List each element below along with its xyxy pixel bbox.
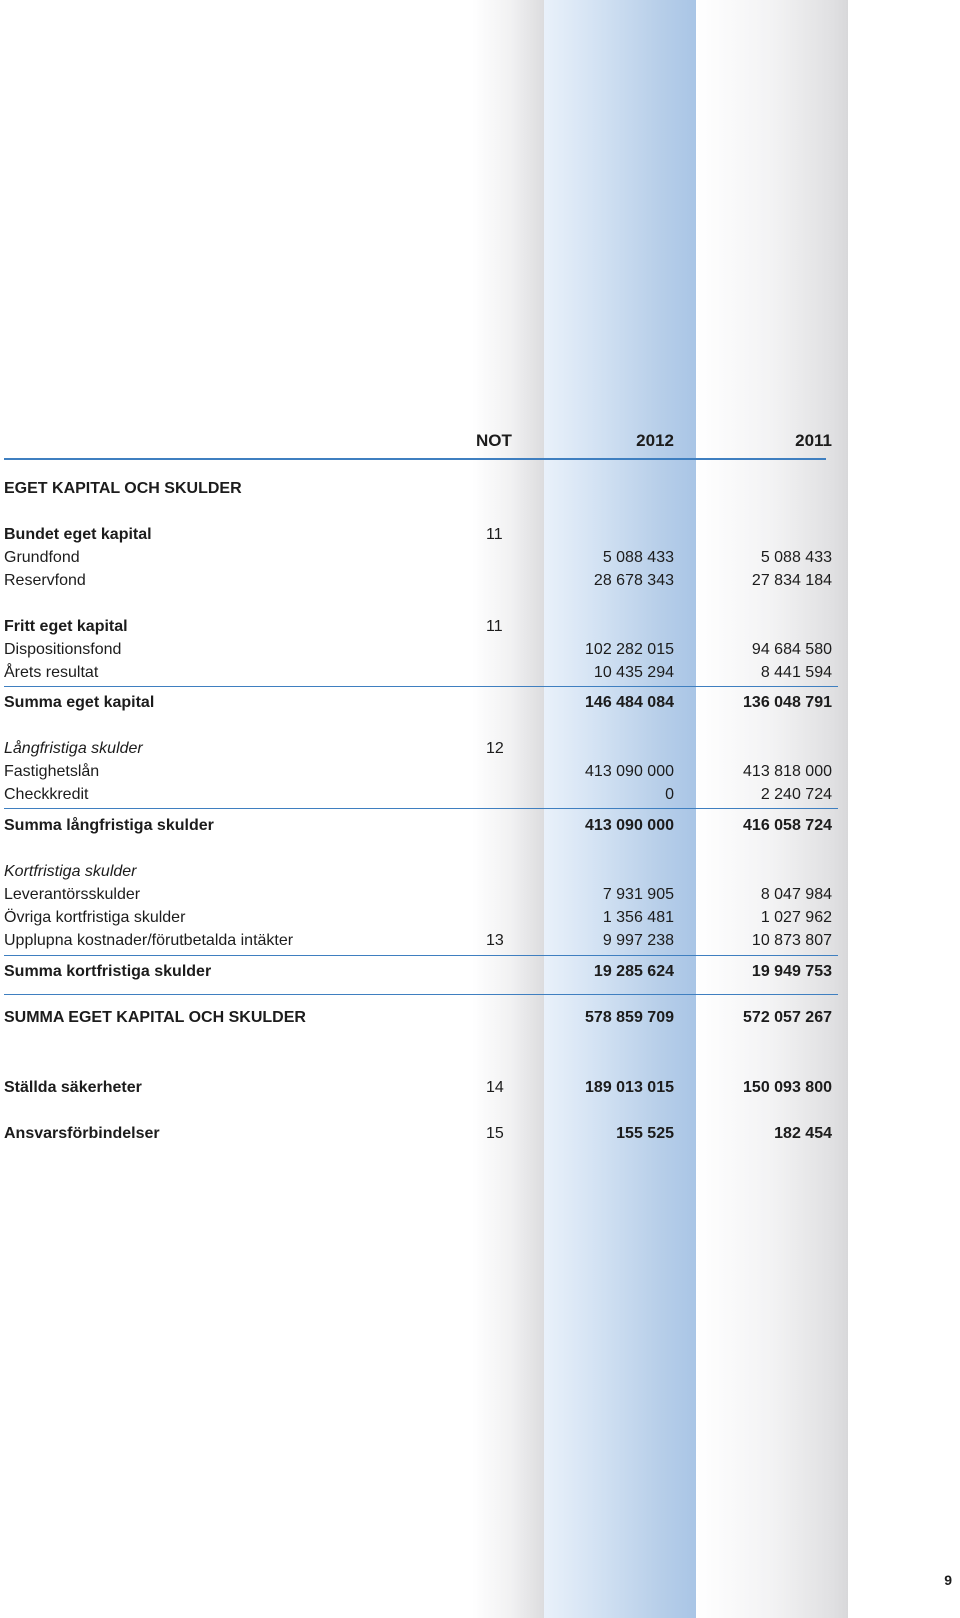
row-label: Checkkredit bbox=[4, 786, 89, 803]
row-label: Leverantörsskulder bbox=[4, 886, 141, 903]
total-rule bbox=[4, 994, 838, 995]
row-value-2011: 572 057 267 bbox=[743, 1009, 832, 1026]
row-value-2012: 102 282 015 bbox=[585, 641, 674, 658]
subtotal-row bbox=[0, 961, 960, 983]
row-note: 11 bbox=[486, 618, 503, 635]
total-row bbox=[0, 1007, 960, 1029]
column-shade-left bbox=[472, 0, 544, 1618]
row-label: Bundet eget kapital bbox=[4, 526, 152, 543]
row-value-2011: 27 834 184 bbox=[751, 572, 832, 589]
row-note: 14 bbox=[486, 1079, 504, 1096]
row-value-2011: 150 093 800 bbox=[743, 1079, 832, 1096]
row-value-2012: 155 525 bbox=[616, 1125, 674, 1142]
row-label: Fritt eget kapital bbox=[4, 618, 128, 635]
row-value-2012: 5 088 433 bbox=[602, 549, 674, 566]
row-label: Långfristiga skulder bbox=[4, 740, 143, 757]
row-value-2012: 578 859 709 bbox=[585, 1009, 674, 1026]
row-label: Övriga kortfristiga skulder bbox=[4, 909, 186, 926]
row-label: Årets resultat bbox=[4, 664, 99, 681]
row-value-2012: 7 931 905 bbox=[602, 886, 674, 903]
page-number: 9 bbox=[944, 1572, 952, 1588]
row-label: Ställda säkerheter bbox=[4, 1079, 142, 1096]
row-label: Ansvarsförbindelser bbox=[4, 1125, 160, 1142]
row-value-2011: 8 441 594 bbox=[760, 664, 832, 681]
table-row bbox=[0, 930, 960, 952]
section-title bbox=[0, 478, 960, 500]
row-value-2011: 136 048 791 bbox=[743, 694, 832, 711]
header-year-2011: 2011 bbox=[795, 431, 832, 450]
row-value-2011: 8 047 984 bbox=[760, 886, 832, 903]
row-label: Kortfristiga skulder bbox=[4, 863, 137, 880]
table-row bbox=[0, 907, 960, 929]
row-value-2011: 416 058 724 bbox=[743, 817, 832, 834]
row-value-2011: 413 818 000 bbox=[743, 763, 832, 780]
row-value-2012: 146 484 084 bbox=[585, 694, 674, 711]
row-label: Upplupna kostnader/förutbetalda intäkter bbox=[4, 932, 294, 949]
table-row bbox=[0, 861, 960, 883]
row-value-2012: 19 285 624 bbox=[593, 963, 674, 980]
table-row bbox=[0, 639, 960, 661]
row-label: SUMMA EGET KAPITAL OCH SKULDER bbox=[4, 1009, 306, 1026]
row-note: 11 bbox=[486, 526, 503, 543]
row-note: 15 bbox=[486, 1125, 504, 1142]
table-row bbox=[0, 1123, 960, 1145]
table-row bbox=[0, 524, 960, 546]
row-label: Summa eget kapital bbox=[4, 694, 155, 711]
row-value-2012: 28 678 343 bbox=[593, 572, 674, 589]
subtotal-rule bbox=[4, 686, 838, 687]
row-note: 12 bbox=[486, 740, 504, 757]
table-row bbox=[0, 738, 960, 760]
row-value-2012: 10 435 294 bbox=[593, 664, 674, 681]
table-row bbox=[0, 547, 960, 569]
section-title-label: EGET KAPITAL OCH SKULDER bbox=[4, 480, 242, 497]
subtotal-rule bbox=[4, 808, 838, 809]
row-value-2011: 5 088 433 bbox=[760, 549, 832, 566]
row-value-2012: 413 090 000 bbox=[585, 763, 674, 780]
row-value-2012: 413 090 000 bbox=[585, 817, 674, 834]
row-note: 13 bbox=[486, 932, 504, 949]
header-year-2012: 2012 bbox=[636, 431, 674, 450]
table-row bbox=[0, 784, 960, 806]
table-row bbox=[0, 616, 960, 638]
column-shade-2011 bbox=[696, 0, 848, 1618]
row-value-2011: 1 027 962 bbox=[760, 909, 832, 926]
subtotal-row bbox=[0, 692, 960, 714]
header-note: NOT bbox=[476, 431, 512, 450]
row-label: Summa kortfristiga skulder bbox=[4, 963, 212, 980]
row-label: Grundfond bbox=[4, 549, 80, 566]
column-shade-2012 bbox=[544, 0, 696, 1618]
table-header bbox=[0, 430, 960, 452]
subtotal-row bbox=[0, 815, 960, 837]
table-row bbox=[0, 662, 960, 684]
subtotal-rule bbox=[4, 955, 838, 956]
row-value-2012: 0 bbox=[665, 786, 674, 803]
row-label: Fastighetslån bbox=[4, 763, 100, 780]
table-row bbox=[0, 1077, 960, 1099]
table-row bbox=[0, 884, 960, 906]
table-row bbox=[0, 761, 960, 783]
row-value-2011: 182 454 bbox=[774, 1125, 832, 1142]
row-label: Reservfond bbox=[4, 572, 86, 589]
row-value-2012: 1 356 481 bbox=[602, 909, 674, 926]
row-value-2011: 10 873 807 bbox=[751, 932, 832, 949]
row-value-2011: 94 684 580 bbox=[751, 641, 832, 658]
row-value-2011: 2 240 724 bbox=[760, 786, 832, 803]
row-value-2012: 9 997 238 bbox=[602, 932, 674, 949]
header-rule bbox=[4, 458, 826, 460]
row-value-2012: 189 013 015 bbox=[585, 1079, 674, 1096]
row-label: Dispositionsfond bbox=[4, 641, 122, 658]
table-row bbox=[0, 570, 960, 592]
row-value-2011: 19 949 753 bbox=[751, 963, 832, 980]
row-label: Summa långfristiga skulder bbox=[4, 817, 214, 834]
